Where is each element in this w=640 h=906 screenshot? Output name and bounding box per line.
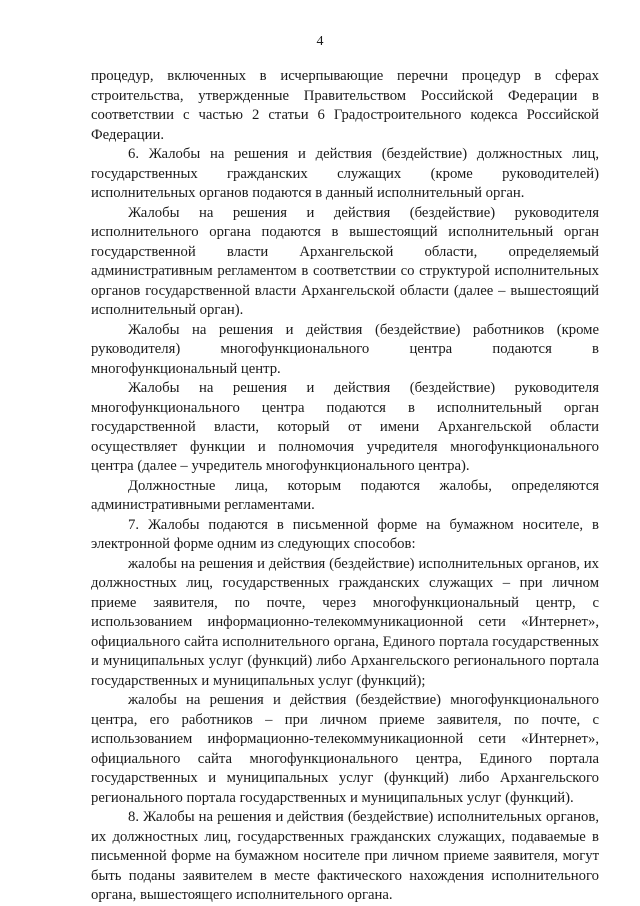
paragraph-head-complaints: Жалобы на решения и действия (бездействие) руководителя исполнительного органа подаются в вышестоящий исполнительный орган государственной власти Архангельской области, определяемый административным регламентом в соответствии со структурой исполнительных органов государственной власти Архангельской области (далее – вышестоящий исполнительный орган). (91, 204, 599, 318)
page-number: 4 (316, 34, 324, 49)
paragraph-item-8: 8. Жалобы на решения и действия (бездействие) исполнительных органов, их должностных лиц, государственных гражданских служащих, подаваемые в письменной форме на бумажном носителе при личном приеме заявителя, могут быть поданы заявителем в месте фактического нахождения исполнительного органа, вышестоящего исполнительного органа. (91, 809, 599, 903)
paragraph-continuation: процедур, включенных в исчерпывающие перечни процедур в сферах строительства, утвержденные Правительством Российской Федерации в соответствии с частью 2 статьи 6 Градостроительного кодекса Российской Федерации. (91, 68, 599, 143)
paragraph-item-6: 6. Жалобы на решения и действия (бездействие) должностных лиц, государственных гражданских служащих (кроме руководителей) исполнительных органов подаются в данный исполнительный орган. (91, 146, 599, 201)
paragraph-item-7: 7. Жалобы подаются в письменной форме на бумажном носителе, в электронной форме одним из следующих способов: (91, 516, 599, 552)
paragraph-officials: Должностные лица, которым подаются жалобы, определяются административными регламентами. (91, 477, 599, 513)
paragraph-exec-organs-methods: жалобы на решения и действия (бездействие) исполнительных органов, их должностных лиц, государственных гражданских служащих – при личном приеме заявителя, по почте, через многофункциональный центр, с использованием информационно-телекоммуникационной сети «Интернет», официального сайта исполнительного органа, Единого портала государственных и муниципальных услуг (функций) либо Архангельского регионального портала государственных и муниципальных услуг (функций); (91, 555, 599, 689)
document-body (91, 67, 599, 906)
paragraph-mfc-head: Жалобы на решения и действия (бездействие) руководителя многофункционального центра подаются в исполнительный орган государственной власти, который от имени Архангельской области осуществляет функции и полномочия учредителя многофункционального центра (далее – учредитель многофункционального центра). (91, 380, 599, 474)
paragraph-mfc-methods: жалобы на решения и действия (бездействие) многофункционального центра, его работников – при личном приеме заявителя, по почте, с использованием информационно-телекоммуникационной сети «Интернет», официального сайта многофункционального центра, Единого портала государственных и муниципальных услуг (функций) либо Архангельского регионального портала государственных и муниципальных услуг (функций). (91, 692, 599, 806)
paragraph-mfc-workers: Жалобы на решения и действия (бездействие) работников (кроме руководителя) многофункционального центра подаются в многофункциональный центр. (91, 321, 599, 377)
